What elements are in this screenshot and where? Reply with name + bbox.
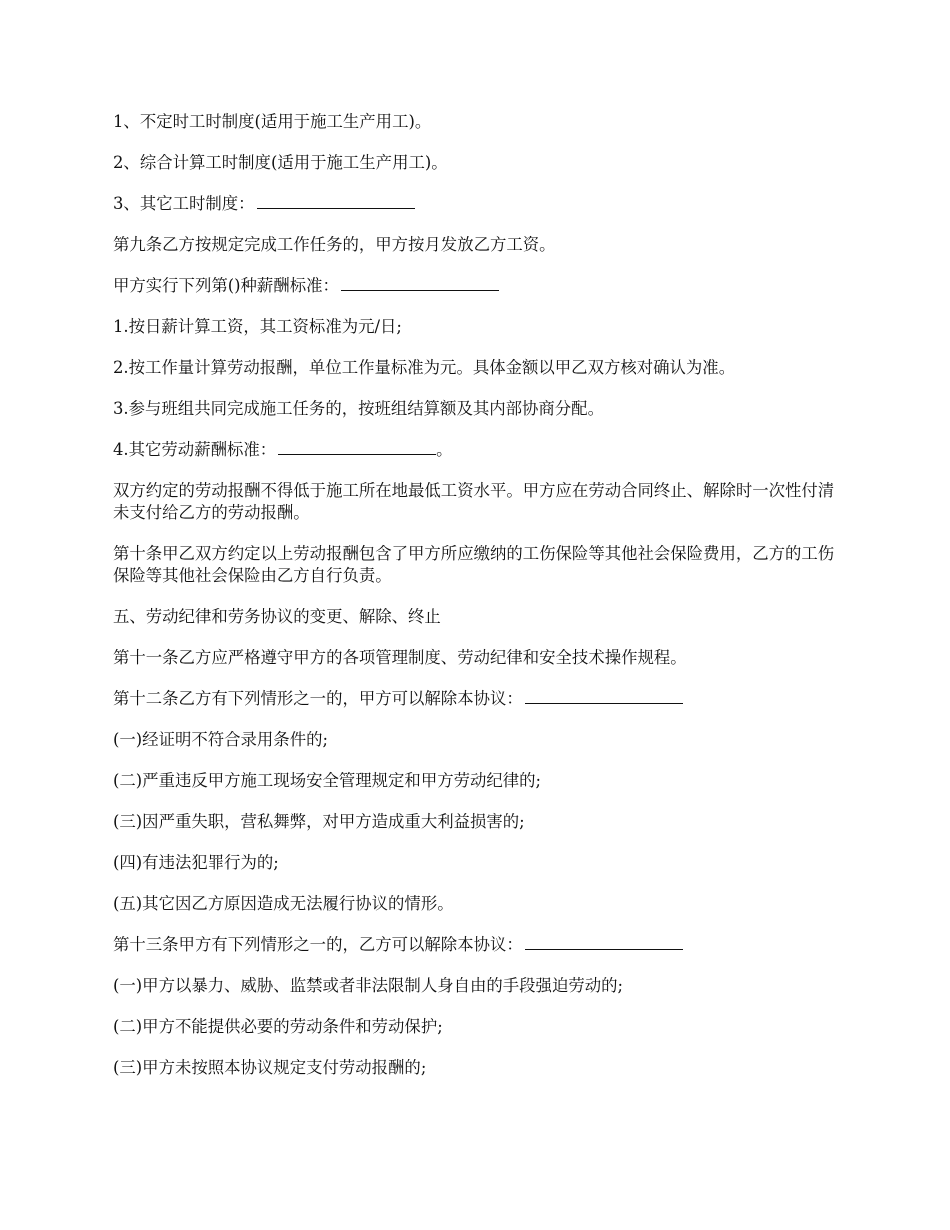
clause-item [113, 975, 838, 997]
clause-text: 第十一条乙方应严格遵守甲方的各项管理制度、劳动纪律和安全技术操作规程。 [113, 648, 687, 667]
fill-in-blank [257, 207, 415, 209]
clause-item [113, 1016, 838, 1038]
clause-item [113, 234, 838, 256]
clause-text: (二)甲方不能提供必要的劳动条件和劳动保护; [113, 1017, 443, 1036]
clause-text: 双方约定的劳动报酬不得低于施工所在地最低工资水平。甲方应在劳动合同终止、解除时一次性付清未支付给乙方的劳动报酬。 [113, 481, 835, 522]
clause-item [113, 357, 838, 379]
clause-item [113, 1057, 838, 1079]
fill-in-blank [341, 289, 499, 291]
clause-text: (一)经证明不符合录用条件的; [113, 730, 328, 749]
clause-item [113, 688, 838, 710]
fill-in-blank [525, 948, 683, 950]
clause-text: (二)严重违反甲方施工现场安全管理规定和甲方劳动纪律的; [113, 771, 542, 790]
clause-item [113, 647, 838, 669]
clause-text: 2.按工作量计算劳动报酬，单位工作量标准为元。具体金额以甲乙双方核对确认为准。 [113, 358, 736, 377]
clause-text: 第十三条甲方有下列情形之一的，乙方可以解除本协议： [113, 935, 523, 954]
clause-text: 甲方实行下列第()种薪酬标准： [113, 276, 339, 295]
clause-text: 2、综合计算工时制度(适用于施工生产用工)。 [113, 153, 448, 172]
clause-item [113, 893, 838, 915]
fill-in-blank [525, 702, 683, 704]
clause-item [113, 811, 838, 833]
clause-item [113, 316, 838, 338]
clause-item [113, 111, 838, 133]
clause-item [113, 275, 838, 297]
clause-item [113, 480, 838, 524]
fill-in-blank [278, 453, 436, 455]
clause-text: (三)甲方未按照本协议规定支付劳动报酬的; [113, 1058, 427, 1077]
clause-text: 1.按日薪计算工资，其工资标准为元/日; [113, 317, 402, 336]
clause-text: 第十二条乙方有下列情形之一的，甲方可以解除本协议： [113, 689, 523, 708]
clause-item [113, 852, 838, 874]
clause-text: 第九条乙方按规定完成工作任务的，甲方按月发放乙方工资。 [113, 235, 556, 254]
clause-item [113, 729, 838, 751]
clause-text: (一)甲方以暴力、威胁、监禁或者非法限制人身自由的手段强迫劳动的; [113, 976, 624, 995]
clause-text: 3.参与班组共同完成施工任务的，按班组结算额及其内部协商分配。 [113, 399, 604, 418]
clause-text: 第十条甲乙双方约定以上劳动报酬包含了甲方所应缴纳的工伤保险等其他社会保险费用，乙方的工伤保险等其他社会保险由乙方自行负责。 [113, 544, 835, 585]
clause-item [113, 934, 838, 956]
clause-text: (五)其它因乙方原因造成无法履行协议的情形。 [113, 894, 454, 913]
clause-text: 4.其它劳动薪酬标准： [113, 440, 277, 459]
clause-text: (四)有违法犯罪行为的; [113, 853, 279, 872]
section-heading-text: 五、劳动纪律和劳务协议的变更、解除、终止 [113, 607, 441, 626]
clause-item [113, 439, 838, 461]
clause-item [113, 152, 838, 174]
clause-text: (三)因严重失职，营私舞弊，对甲方造成重大利益损害的; [113, 812, 525, 831]
document-body [113, 111, 838, 1098]
clause-text: 1、不定时工时制度(适用于施工生产用工)。 [113, 112, 432, 131]
clause-item [113, 543, 838, 587]
clause-item [113, 398, 838, 420]
section-heading [113, 606, 838, 628]
clause-item [113, 193, 838, 215]
clause-text: 3、其它工时制度： [113, 194, 255, 213]
clause-tail: 。 [436, 440, 453, 459]
clause-item [113, 770, 838, 792]
